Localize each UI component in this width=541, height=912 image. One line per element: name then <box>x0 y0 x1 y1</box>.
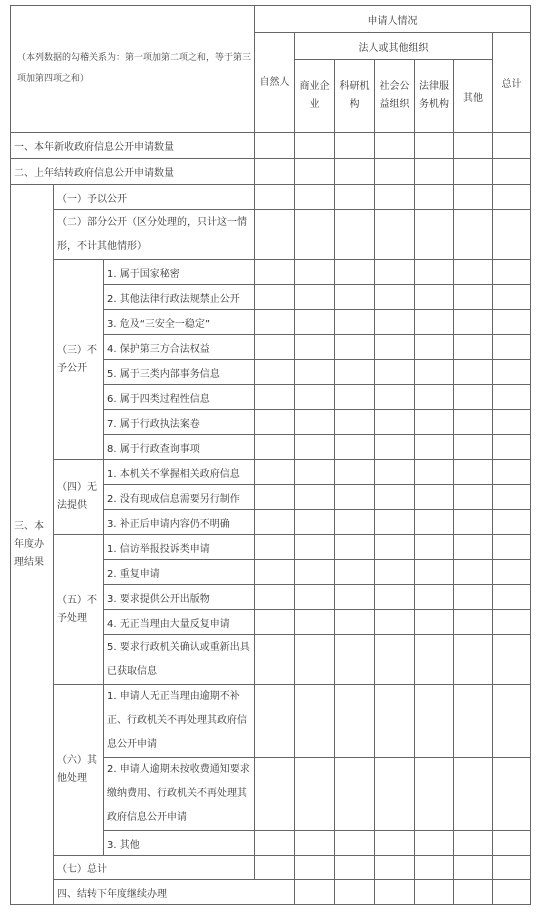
row-not-disclosed-item: 7. 属于行政执法案卷 <box>104 410 255 435</box>
data-cell <box>255 758 295 831</box>
data-cell <box>454 285 493 310</box>
data-cell <box>415 485 454 510</box>
data-cell <box>295 610 335 635</box>
data-cell <box>493 610 531 635</box>
data-cell <box>493 485 531 510</box>
legal-service-header: 法律服务机构 <box>415 60 454 133</box>
data-cell <box>295 460 335 485</box>
data-cell <box>454 360 493 385</box>
data-cell <box>454 385 493 410</box>
data-cell <box>415 685 454 758</box>
data-cell <box>375 285 415 310</box>
header-note: （本列数据的勾稽关系为：第一项加第二项之和，等于第三项加第四项之和） <box>11 6 255 133</box>
data-cell <box>255 685 295 758</box>
data-cell <box>375 831 415 856</box>
data-cell <box>415 385 454 410</box>
row-other-handling-item: 2. 申请人逾期未按收费通知要求缴纳费用、行政机关不再处理其政府信息公开申请 <box>104 758 255 831</box>
data-cell <box>493 385 531 410</box>
data-cell <box>415 185 454 210</box>
data-cell <box>375 685 415 758</box>
data-cell <box>454 831 493 856</box>
data-cell <box>295 285 335 310</box>
data-cell <box>375 635 415 685</box>
data-cell <box>415 831 454 856</box>
data-cell <box>454 635 493 685</box>
data-cell <box>295 260 335 285</box>
row-not-disclosed-item: 8. 属于行政查询事项 <box>104 435 255 460</box>
data-cell <box>493 460 531 485</box>
data-cell <box>255 610 295 635</box>
data-cell <box>415 335 454 360</box>
data-cell <box>295 685 335 758</box>
data-cell <box>335 385 375 410</box>
natural-person-header: 自然人 <box>255 33 295 133</box>
data-cell <box>454 210 493 260</box>
data-cell <box>375 880 415 905</box>
data-cell <box>255 535 295 560</box>
row-unable-to-provide: （四）无法提供 <box>54 460 104 535</box>
data-cell <box>375 585 415 610</box>
data-cell <box>415 880 454 905</box>
row-not-disclosed-item: 6. 属于四类过程性信息 <box>104 385 255 410</box>
data-cell <box>493 285 531 310</box>
data-cell <box>335 610 375 635</box>
row-subtotal: （七）总计 <box>54 856 255 880</box>
row-annual-results: 三、本年度办理结果 <box>11 185 54 905</box>
data-cell <box>255 260 295 285</box>
data-cell <box>335 758 375 831</box>
data-cell <box>335 880 375 905</box>
data-cell <box>255 510 295 535</box>
data-cell <box>295 880 335 905</box>
data-cell <box>335 310 375 335</box>
data-cell <box>295 831 335 856</box>
row-not-processed-item: 5. 要求行政机关确认或重新出具已获取信息 <box>104 635 255 685</box>
data-cell <box>295 210 335 260</box>
data-cell <box>295 585 335 610</box>
data-cell <box>375 360 415 385</box>
row-not-processed-item: 4. 无正当理由大量反复申请 <box>104 610 255 635</box>
row-unable-item: 3. 补正后申请内容仍不明确 <box>104 510 255 535</box>
row-other-handling: （六）其他处理 <box>54 685 104 856</box>
row-unable-item: 2. 没有现成信息需要另行制作 <box>104 485 255 510</box>
data-cell <box>415 535 454 560</box>
data-cell <box>493 685 531 758</box>
data-cell <box>415 460 454 485</box>
data-cell <box>375 133 415 159</box>
data-cell <box>295 758 335 831</box>
data-cell <box>454 485 493 510</box>
data-cell <box>295 635 335 685</box>
data-cell <box>335 535 375 560</box>
data-cell <box>493 185 531 210</box>
data-cell <box>375 460 415 485</box>
data-cell <box>454 410 493 435</box>
data-cell <box>375 485 415 510</box>
data-cell <box>493 133 531 159</box>
data-cell <box>375 260 415 285</box>
row-not-disclosed-item: 4. 保护第三方合法权益 <box>104 335 255 360</box>
data-cell <box>493 410 531 435</box>
data-cell <box>415 758 454 831</box>
data-cell <box>415 133 454 159</box>
data-cell <box>335 285 375 310</box>
data-cell <box>493 159 531 185</box>
data-cell <box>493 758 531 831</box>
data-cell <box>375 510 415 535</box>
data-cell <box>454 880 493 905</box>
data-cell <box>295 485 335 510</box>
data-cell <box>375 335 415 360</box>
row-carry-forward: 四、结转下年度继续办理 <box>54 880 295 905</box>
data-cell <box>295 133 335 159</box>
data-cell <box>295 510 335 535</box>
data-cell <box>255 335 295 360</box>
data-cell <box>295 856 335 880</box>
data-cell <box>454 133 493 159</box>
row-not-disclosed: （三）不予公开 <box>54 260 104 460</box>
data-cell <box>335 485 375 510</box>
data-cell <box>295 360 335 385</box>
data-cell <box>255 210 295 260</box>
data-cell <box>493 435 531 460</box>
data-cell <box>454 435 493 460</box>
data-cell <box>255 310 295 335</box>
row-not-processed: （五）不予处理 <box>54 535 104 685</box>
data-cell <box>415 635 454 685</box>
data-cell <box>375 159 415 185</box>
row-other-handling-item: 1. 申请人无正当理由逾期不补正、行政机关不再处理其政府信息公开申请 <box>104 685 255 758</box>
data-cell <box>375 560 415 585</box>
data-cell <box>255 856 295 880</box>
data-cell <box>335 185 375 210</box>
row-carried-over: 二、上年结转政府信息公开申请数量 <box>11 159 255 185</box>
data-cell <box>415 856 454 880</box>
data-cell <box>335 685 375 758</box>
row-other-handling-item: 3. 其他 <box>104 831 255 856</box>
data-cell <box>493 360 531 385</box>
data-cell <box>454 856 493 880</box>
data-cell <box>335 460 375 485</box>
row-not-processed-item: 2. 重复申请 <box>104 560 255 585</box>
data-cell <box>493 831 531 856</box>
data-cell <box>335 410 375 435</box>
data-cell <box>255 485 295 510</box>
data-cell <box>335 360 375 385</box>
data-cell <box>375 185 415 210</box>
data-cell <box>335 159 375 185</box>
data-cell <box>335 560 375 585</box>
data-cell <box>415 285 454 310</box>
data-cell <box>454 460 493 485</box>
data-cell <box>415 310 454 335</box>
data-cell <box>375 310 415 335</box>
data-cell <box>415 610 454 635</box>
data-cell <box>454 758 493 831</box>
data-cell <box>255 410 295 435</box>
data-cell <box>454 310 493 335</box>
row-not-disclosed-item: 3. 危及“三安全一稳定” <box>104 310 255 335</box>
data-cell <box>454 335 493 360</box>
data-cell <box>375 535 415 560</box>
data-cell <box>415 560 454 585</box>
data-cell <box>255 133 295 159</box>
data-cell <box>255 585 295 610</box>
data-cell <box>295 385 335 410</box>
data-cell <box>375 435 415 460</box>
data-cell <box>255 285 295 310</box>
data-cell <box>295 335 335 360</box>
data-cell <box>335 831 375 856</box>
row-not-processed-item: 1. 信访举报投诉类申请 <box>104 535 255 560</box>
row-full-disclosure: （一）予以公开 <box>54 185 255 210</box>
data-cell <box>493 560 531 585</box>
data-cell <box>295 159 335 185</box>
row-new-requests: 一、本年新收政府信息公开申请数量 <box>11 133 255 159</box>
data-cell <box>295 435 335 460</box>
data-cell <box>415 435 454 460</box>
data-cell <box>375 856 415 880</box>
data-cell <box>415 585 454 610</box>
social-welfare-header: 社会公益组织 <box>375 60 415 133</box>
total-header: 总计 <box>493 33 531 133</box>
statistics-table <box>10 5 531 905</box>
data-cell <box>493 510 531 535</box>
data-cell <box>493 585 531 610</box>
data-cell <box>375 610 415 635</box>
data-cell <box>335 335 375 360</box>
data-cell <box>375 385 415 410</box>
data-cell <box>415 260 454 285</box>
other-header: 其他 <box>454 60 493 133</box>
data-cell <box>255 385 295 410</box>
data-cell <box>295 560 335 585</box>
row-not-processed-item: 3. 要求提供公开出版物 <box>104 585 255 610</box>
data-cell <box>255 159 295 185</box>
data-cell <box>415 410 454 435</box>
data-cell <box>335 510 375 535</box>
data-cell <box>493 535 531 560</box>
data-cell <box>415 210 454 260</box>
row-not-disclosed-item: 5. 属于三类内部事务信息 <box>104 360 255 385</box>
data-cell <box>335 585 375 610</box>
data-cell <box>454 260 493 285</box>
data-cell <box>375 410 415 435</box>
data-cell <box>454 610 493 635</box>
row-not-disclosed-item: 1. 属于国家秘密 <box>104 260 255 285</box>
data-cell <box>493 880 531 905</box>
data-cell <box>335 435 375 460</box>
data-cell <box>255 560 295 585</box>
business-header: 商业企业 <box>295 60 335 133</box>
data-cell <box>255 435 295 460</box>
data-cell <box>454 685 493 758</box>
applicant-header: 申请人情况 <box>255 6 531 33</box>
data-cell <box>493 260 531 285</box>
row-unable-item: 1. 本机关不掌握相关政府信息 <box>104 460 255 485</box>
data-cell <box>255 360 295 385</box>
data-cell <box>493 856 531 880</box>
data-cell <box>493 210 531 260</box>
data-cell <box>415 360 454 385</box>
data-cell <box>255 831 295 856</box>
data-cell <box>255 460 295 485</box>
data-cell <box>454 185 493 210</box>
data-cell <box>295 535 335 560</box>
legal-person-group-header: 法人或其他组织 <box>295 33 493 60</box>
data-cell <box>335 635 375 685</box>
data-cell <box>493 635 531 685</box>
data-cell <box>375 210 415 260</box>
data-cell <box>295 310 335 335</box>
row-not-disclosed-item: 2. 其他法律行政法规禁止公开 <box>104 285 255 310</box>
data-cell <box>255 635 295 685</box>
data-cell <box>493 335 531 360</box>
data-cell <box>454 535 493 560</box>
data-cell <box>335 210 375 260</box>
data-cell <box>295 185 335 210</box>
data-cell <box>375 758 415 831</box>
data-cell <box>335 856 375 880</box>
data-cell <box>454 560 493 585</box>
research-header: 科研机构 <box>335 60 375 133</box>
data-cell <box>335 260 375 285</box>
data-cell <box>415 159 454 185</box>
data-cell <box>255 185 295 210</box>
data-cell <box>454 585 493 610</box>
data-cell <box>454 159 493 185</box>
data-cell <box>454 510 493 535</box>
data-cell <box>295 410 335 435</box>
row-partial-disclosure: （二）部分公开（区分处理的，只计这一情形，不计其他情形） <box>54 210 255 260</box>
data-cell <box>335 133 375 159</box>
data-cell <box>493 310 531 335</box>
data-cell <box>415 510 454 535</box>
